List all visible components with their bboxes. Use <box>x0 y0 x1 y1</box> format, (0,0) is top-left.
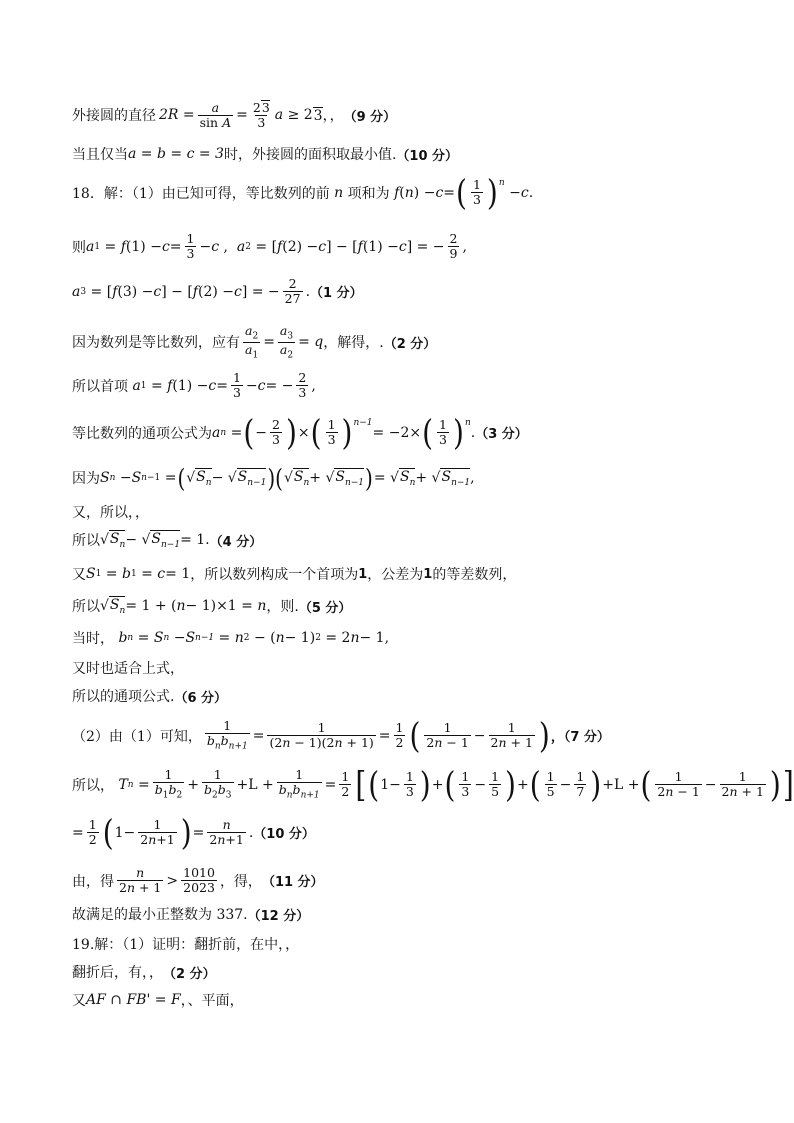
score: （1 分） <box>310 286 363 302</box>
line-after-fold <box>72 962 216 982</box>
score: （9 分） <box>343 109 397 125</box>
text: 又时也适合上式， <box>72 661 184 677</box>
line-first-term: 所以首项 a 1 = f (1) − c = $\frac{1}{3}$ − c = − $\frac{2}{3}$ , <box>72 370 316 401</box>
text: 1 <box>423 566 433 582</box>
line-also <box>72 502 149 522</box>
score: ，（7 分） <box>550 730 610 746</box>
text: 当且仅当 <box>72 147 128 163</box>
score: （5 分） <box>298 600 352 616</box>
text: 因为数列是等比数列，应有 <box>72 335 240 352</box>
line-a3: a 3 = [ f (3) − c ] − [ f (2) − c ] = − $\frac{2}{27}$ . （1 分） <box>72 276 363 307</box>
line-ratio: 因为数列是等比数列，应有 $\frac{a_2}{a_1}$ = $\frac{a_3}{a_2}$ = q ，解得，. （2 分） <box>72 323 437 361</box>
line-circumcircle-diameter: 外接圆的直径 2R = $\frac{a}{\text{sin A}}$ = $\frac{23}{3}$ a ≥ 2 3 ，， （9 分） <box>72 99 397 131</box>
text: 当时， <box>72 631 114 647</box>
text: 因为 <box>72 471 100 487</box>
score: （4 分） <box>209 534 263 550</box>
score: （6 分） <box>174 690 228 706</box>
text: ，则. <box>266 599 299 615</box>
line-min-area <box>72 144 458 164</box>
text: 外接圆的直径 <box>72 108 156 125</box>
text: （2）由（1）可知， <box>72 728 202 745</box>
line-inequality: 由，得 $\frac{n}{2n + 1}$ > $\frac{1010}{2023}$ ，得， （11 分） <box>72 865 324 896</box>
text: ，得， <box>219 873 262 890</box>
text: 所以的通项公式. <box>72 689 175 705</box>
text: 19.解：（1）证明：翻折前，在中，， <box>72 937 300 953</box>
fraction: $\frac{a}{\text{sin A}}$ <box>199 99 232 130</box>
score: （12 分） <box>247 908 310 924</box>
text: 又，所以，， <box>72 505 149 521</box>
line-sqrt-diff: 所以 √ $S_n$ − √ $S_{n-1}$ = 1. （4 分） <box>72 531 263 550</box>
text: 所以 <box>72 599 100 615</box>
score: （2 分） <box>163 966 216 982</box>
text: 18．解：（1）由已知可得，等比数列的前 <box>72 185 330 202</box>
line-also-fits <box>72 658 184 678</box>
text: 的等差数列， <box>432 567 517 583</box>
score: （10 分） <box>253 827 315 843</box>
score: （11 分） <box>261 875 324 891</box>
line-sn-difference: 因为 S n − S n −1 = ( √ $S_n$ − √ $S_{n-1}$ )( √ $S_n$ + √ $S_{n-1}$ ) = √ $S_n$ + √ $S_{n-1}$ , <box>72 463 475 493</box>
text: 所以 <box>72 533 100 549</box>
text: ，所以数列构成一个首项为 <box>190 567 359 583</box>
text: 则 <box>72 239 86 256</box>
text: ，、平面， <box>180 993 244 1009</box>
line-general-formula <box>72 686 227 706</box>
text: 1 <box>358 566 368 582</box>
line-arith-seq: 又 S 1 = b 1 = c = 1 ，所以数列构成一个首项为 1 ，公差为 1 的等差数列， <box>72 566 517 583</box>
text: ，， <box>322 108 344 125</box>
text: 又 <box>72 567 86 583</box>
formula: 2R = <box>159 107 195 124</box>
text: ，公差为 <box>367 567 424 583</box>
text: 又 <box>72 993 86 1009</box>
line-18-solution: 18．解：（1）由已知可得，等比数列的前 n 项和为 f ( n ) − c = ( $\frac{1}{3}$ ) $^n$ − c . <box>72 171 534 213</box>
fraction: $\frac{23}{3}$ <box>252 100 270 131</box>
line-a1-a2: 则 a 1 = f (1) − c = $\frac{1}{3}$ − c , a 2 = [ f (2) − c ] − [ f (1) − c ] = − $\frac{2}{9}$ , <box>72 231 467 262</box>
line-part2: （2）由（1）可知， $\frac{1}{b_nb_{n+1}}$ = $\frac{1}{(2n - 1)(2n + 1)}$ = $\frac{1}{2}$ ( $\frac{1}{2n - 1}$ − $\frac{1}{2n + 1}$ ) ，（7 分） <box>72 714 610 756</box>
line-19-solution <box>72 934 299 954</box>
line-sqrt-sn: 所以 √ $S_n$ = 1 + ( n − 1)×1 = n ，则. （5 分） <box>72 597 352 616</box>
line-intersection: 又 AF ∩ FB' = F ，、平面， <box>72 992 244 1009</box>
line-general-term: 等比数列的通项公式为 a n = ( − $\frac{2}{3}$ ) × ( $\frac{1}{3}$ ) $^{n-1}$ = −2× ( $\frac{1}{3}$ ) $^n$ . （3 分） <box>72 411 528 453</box>
text: 等比数列的通项公式为 <box>72 425 212 442</box>
text: 项和为 <box>347 185 390 202</box>
line-bn: 当时， b n = S n − S n−1 = n 2 − ( n − 1) 2 = 2 n − 1, <box>72 630 390 647</box>
formula: a = b = c = 3 <box>128 146 224 162</box>
text: 由，得 <box>72 873 114 890</box>
text: 所以首项 <box>72 378 128 395</box>
score: （2 分） <box>383 336 437 352</box>
text: 时，外接圆的面积取最小值. <box>223 147 397 163</box>
text: 所以， <box>72 777 114 794</box>
line-tn-result: = $\frac{1}{2}$ ( 1− $\frac{1}{2n+1}$ ) = $\frac{n}{2n+1}$ . （10 分） <box>72 811 315 853</box>
text: ，解得，. <box>323 335 384 352</box>
line-tn-sum: 所以， T n = $\frac{1}{b_1b_2}$ + $\frac{1}{b_2b_3}$ +L + $\frac{1}{b_nb_{n+1}}$ = $\frac{1}{2}$ [ ( 1− $\frac{1}{3}$ ) + ( $\frac{1}{3}$ − $\frac{1}{5}$ ) + ( $\frac{1}{5}$ − $\frac{1}{7}$ ) +L + ( $\frac{1}{2n - 1}$ − $\frac{1}{2n + 1}$ ) ] <box>72 763 794 805</box>
text: 故满足的最小正整数为 337. <box>72 907 248 923</box>
score: （10 分） <box>396 148 459 164</box>
score: （3 分） <box>475 427 528 443</box>
line-min-integer <box>72 904 309 924</box>
text: 翻折后，有，， <box>72 965 163 981</box>
